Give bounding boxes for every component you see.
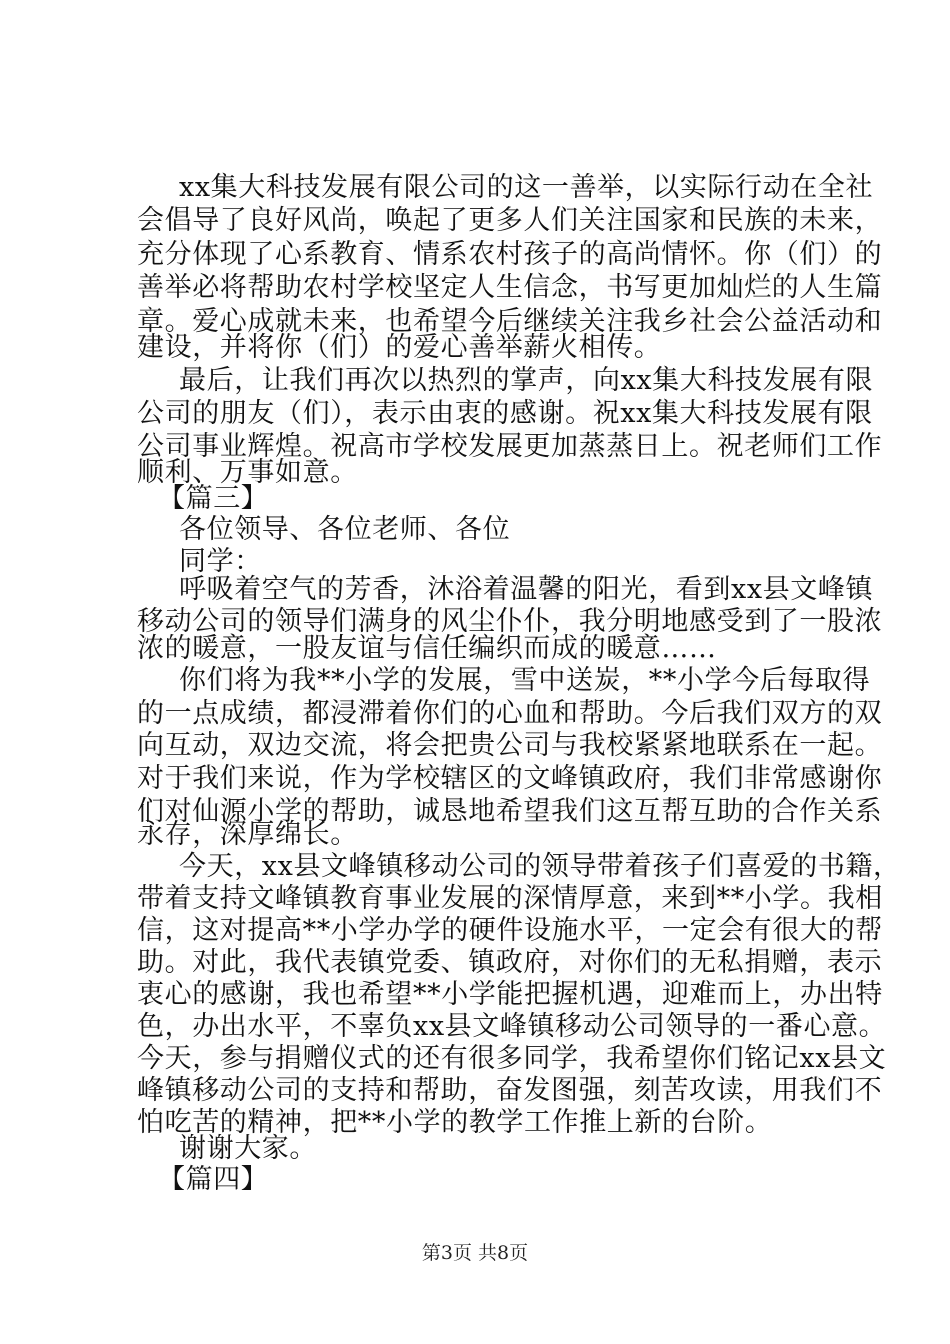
text-line: 公司的朋友（们），表示由衷的感谢。祝xx集大科技发展有限 (137, 398, 873, 429)
text-line: 带着支持文峰镇教育事业发展的深情厚意，来到**小学。我相 (137, 883, 883, 914)
section-heading: 【篇三】 (158, 483, 269, 514)
text-line: 衷心的感谢，我也希望**小学能把握机遇，迎难而上，办出特 (137, 979, 883, 1010)
text-line: 顺利、万事如意。 (137, 457, 358, 488)
text-line: 呼吸着空气的芳香，沐浴着温馨的阳光，看到xx县文峰镇 (179, 574, 874, 605)
text-line: 各位领导、各位老师、各位 (179, 514, 511, 545)
text-line: 章。爱心成就未来，也希望今后继续关注我乡社会公益活动和 (137, 306, 883, 337)
text-line: 对于我们来说，作为学校辖区的文峰镇政府，我们非常感谢你 (137, 763, 883, 794)
text-line: 今天，参与捐赠仪式的还有很多同学，我希望你们铭记xx县文 (137, 1043, 887, 1074)
text-line: 充分体现了心系教育、情系农村孩子的高尚情怀。你（们）的 (137, 239, 883, 270)
text-line: 建设，并将你（们）的爱心善举薪火相传。 (137, 332, 662, 363)
text-line: 移动公司的领导们满身的风尘仆仆，我分明地感受到了一股浓 (137, 606, 883, 637)
text-line: 公司事业辉煌。祝高市学校发展更加蒸蒸日上。祝老师们工作 (137, 431, 883, 462)
text-line: 向互动，双边交流，将会把贵公司与我校紧紧地联系在一起。 (137, 730, 883, 761)
text-line: 永存，深厚绵长。 (137, 819, 358, 850)
text-line: 峰镇移动公司的支持和帮助，奋发图强，刻苦攻读，用我们不 (137, 1075, 883, 1106)
text-line: xx集大科技发展有限公司的这一善举，以实际行动在全社 (179, 172, 874, 203)
text-line: 的一点成绩，都浸滞着你们的心血和帮助。今后我们双方的双 (137, 698, 883, 729)
text-line: 今天，xx县文峰镇移动公司的领导带着孩子们喜爱的书籍， (179, 851, 901, 882)
text-line: 怕吃苦的精神，把**小学的教学工作推上新的台阶。 (137, 1107, 773, 1138)
text-line: 最后，让我们再次以热烈的掌声，向xx集大科技发展有限 (179, 365, 874, 396)
text-line: 善举必将帮助农村学校坚定人生信念，书写更加灿烂的人生篇 (137, 272, 883, 303)
text-line: 助。对此，我代表镇党委、镇政府，对你们的无私捐赠，表示 (137, 947, 883, 978)
section-heading: 【篇四】 (158, 1164, 269, 1195)
text-line: 同学： (179, 546, 262, 577)
text-line: 信，这对提高**小学办学的硬件设施水平，一定会有很大的帮 (137, 915, 883, 946)
text-line: 谢谢大家。 (179, 1133, 317, 1164)
text-line: 会倡导了良好风尚，唤起了更多人们关注国家和民族的未来， (137, 205, 883, 236)
text-line: 色，办出水平，不辜负xx县文峰镇移动公司领导的一番心意。 (137, 1011, 887, 1042)
page-number-footer: 第3页 共8页 (421, 1242, 529, 1264)
text-line: 浓的暖意，一股友谊与信任编织而成的暖意…… (137, 633, 717, 664)
text-line: 你们将为我**小学的发展，雪中送炭，**小学今后每取得 (179, 665, 871, 696)
text-line: 们对仙源小学的帮助，诚恳地希望我们这互帮互助的合作关系 (137, 796, 883, 827)
